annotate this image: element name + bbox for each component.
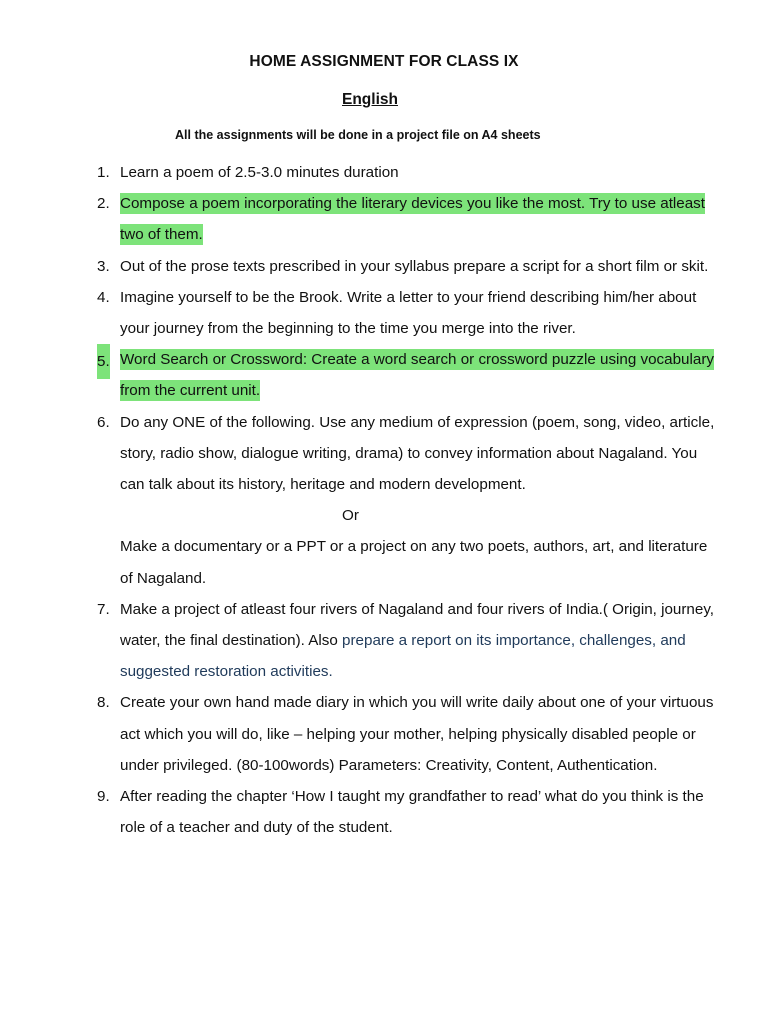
item-number: 3. <box>97 257 110 275</box>
item-number: 6. <box>97 413 110 431</box>
item-text: Make a project of atleast four rivers of Nagaland and four rivers of India.( Origin, journey, water, the final destination). Also <box>120 600 715 650</box>
item-text: Out of the prose texts prescribed in your syllabus prepare a script for a short film or skit. <box>120 257 709 275</box>
item-text: Learn a poem of 2.5-3.0 minutes duration <box>120 164 399 181</box>
list-item <box>0 407 720 501</box>
assignment-list <box>0 157 768 843</box>
item-text: Imagine yourself to be the Brook. Write a letter to your friend describing him/her about your journey from the beginning to the time you merge into the river. <box>120 288 697 338</box>
highlighted-item-text: Compose a poem incorporating the literary devices you like the most. Try to use atleast two of them. <box>120 195 705 244</box>
or-separator: Or <box>342 507 359 525</box>
item-number: 5. <box>97 344 110 379</box>
item-number: 2. <box>97 195 110 213</box>
item-number: 4. <box>97 288 110 306</box>
list-item-alternative <box>0 531 720 593</box>
list-item <box>0 344 720 406</box>
subject-heading: English <box>342 91 398 108</box>
list-item <box>0 282 720 344</box>
item-text-blue: prepare a report on its importance, challenges, and suggested restoration activities. <box>120 632 686 681</box>
item-number: 9. <box>97 788 110 806</box>
list-item <box>0 594 720 688</box>
item-number: 8. <box>97 694 110 712</box>
item-text: After reading the chapter ‘How I taught my grandfather to read’ what do you think is the role of a teacher and duty of the student. <box>120 788 704 837</box>
list-item <box>0 157 720 188</box>
page-title: HOME ASSIGNMENT FOR CLASS IX <box>249 53 519 70</box>
item-number: 7. <box>97 600 110 618</box>
highlighted-item-text: Word Search or Crossword: Create a word search or crossword puzzle using vocabulary from the current unit. <box>120 351 714 400</box>
list-item <box>0 188 720 250</box>
instruction-note: All the assignments will be done in a project file on A4 sheets <box>175 128 541 142</box>
list-item <box>0 781 720 843</box>
item-text: Do any ONE of the following. Use any medium of expression (poem, song, video, article, story, radio show, dialogue writing, drama) to convey information about Nagaland. You can talk about its history, heritage and modern development. <box>120 413 715 494</box>
item-text: Create your own hand made diary in which you will write daily about one of your virtuous act which you will do, like – helping your mother, helping physically disabled people or under privileged. (80-100words) Parameters: Creativity, Content, Authentication. <box>120 694 714 774</box>
item-alt-text: Make a documentary or a PPT or a project on any two poets, authors, art, and literature of Nagaland. <box>120 538 708 587</box>
list-item <box>0 687 720 781</box>
list-item <box>0 251 720 282</box>
item-number: 1. <box>97 164 110 181</box>
